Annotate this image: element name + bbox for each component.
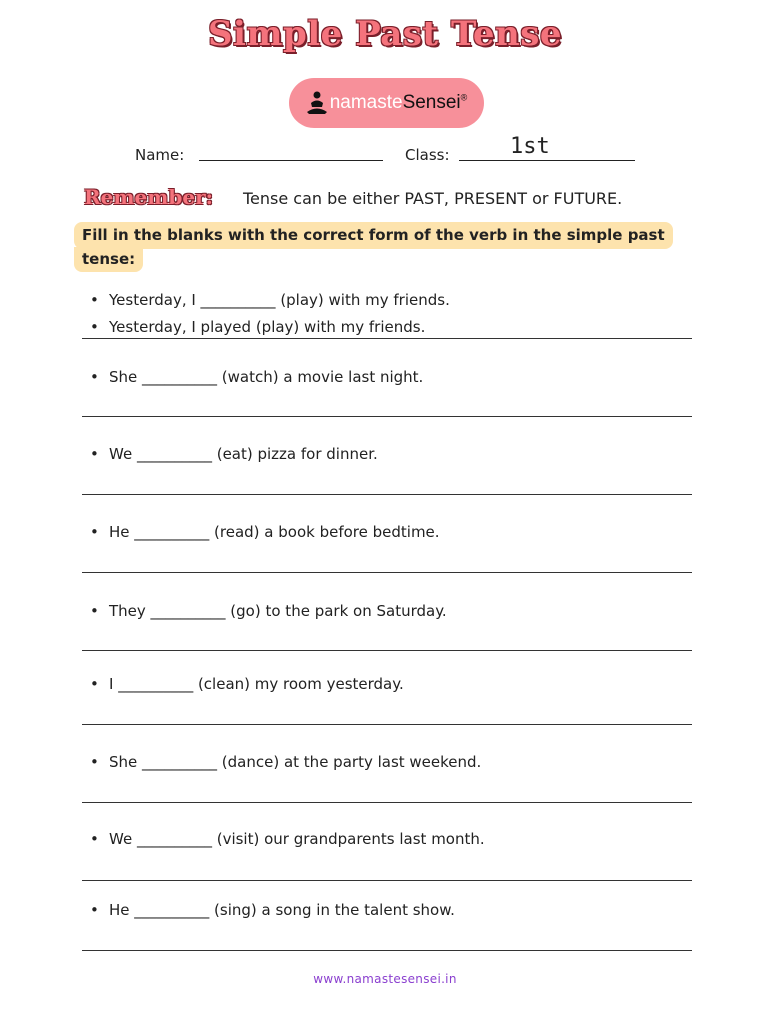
answer-line[interactable] — [82, 950, 692, 951]
worksheet-title: Simple Past Tense — [208, 14, 562, 54]
class-field[interactable] — [459, 160, 635, 161]
remember-text: Tense can be either PAST, PRESENT or FUTURE. — [243, 189, 623, 208]
question-item: • I __________ (clean) my room yesterday. — [90, 675, 404, 693]
class-label: Class: — [405, 146, 450, 164]
bullet: • — [90, 901, 99, 919]
question-item: • She __________ (watch) a movie last night. — [90, 368, 424, 386]
meditating-person-icon — [306, 91, 328, 115]
bullet: • — [90, 753, 99, 771]
remember-label: Remember: — [84, 185, 214, 209]
class-value: 1st — [510, 134, 550, 159]
answer-line[interactable] — [82, 880, 692, 881]
footer-website: www.namastesensei.in — [313, 972, 457, 986]
name-label: Name: — [135, 146, 185, 164]
example-answer: • Yesterday, I played (play) with my friends. — [90, 318, 426, 336]
bullet: • — [90, 602, 99, 620]
bullet: • — [90, 830, 99, 848]
bullet: • — [90, 368, 99, 386]
question-item: • They __________ (go) to the park on Saturday. — [90, 602, 447, 620]
answer-line[interactable] — [82, 724, 692, 725]
instruction-line-1: Fill in the blanks with the correct form of the verb in the simple past — [74, 222, 673, 249]
answer-line[interactable] — [82, 572, 692, 573]
bullet: • — [90, 523, 99, 541]
answer-line[interactable] — [82, 416, 692, 417]
logo-text: namasteSensei® — [329, 92, 468, 113]
question-item: • He __________ (sing) a song in the talent show. — [90, 901, 455, 919]
question-item: • We __________ (visit) our grandparents last month. — [90, 830, 485, 848]
bullet: • — [90, 291, 99, 309]
name-field[interactable] — [199, 160, 383, 161]
instruction-line-2: tense: — [74, 247, 143, 272]
answer-line[interactable] — [82, 650, 692, 651]
question-item: • She __________ (dance) at the party last weekend. — [90, 753, 482, 771]
bullet: • — [90, 445, 99, 463]
example-question: • Yesterday, I __________ (play) with my friends. — [90, 291, 450, 309]
brand-logo — [289, 78, 484, 128]
answer-line[interactable] — [82, 494, 692, 495]
question-item: • We __________ (eat) pizza for dinner. — [90, 445, 378, 463]
bullet: • — [90, 675, 99, 693]
answer-line[interactable] — [82, 338, 692, 339]
question-item: • He __________ (read) a book before bedtime. — [90, 523, 440, 541]
answer-line[interactable] — [82, 802, 692, 803]
bullet: • — [90, 318, 99, 336]
